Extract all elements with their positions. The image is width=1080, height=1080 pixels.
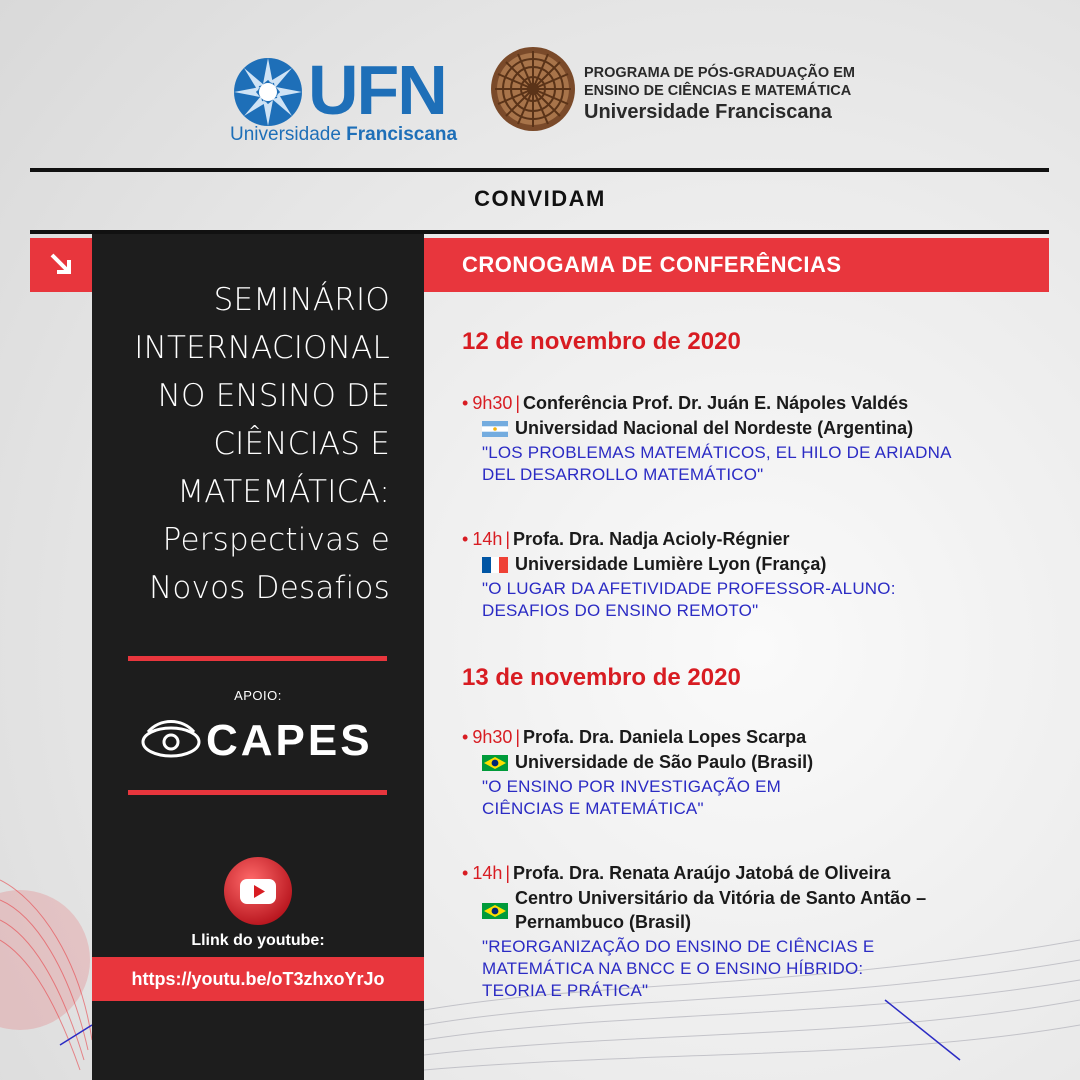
capes-logo	[140, 714, 380, 768]
talk-item: • 9h30 | Profa. Dra. Daniela Lopes Scarpa Universidade de São Paulo (Brasil) "O ENSINO POR INVESTIGAÇÃO EM CIÊNCIAS E MATEMÁTICA"	[462, 724, 1022, 820]
talk-item: • 14h | Profa. Dra. Nadja Acioly-Régnier Universidade Lumière Lyon (França) "O LUGAR DA AFETIVIDADE PROFESSOR-ALUNO: DESAFIOS DO ENSINO REMOTO"	[462, 526, 1022, 622]
talk-title: "LOS PROBLEMAS MATEMÁTICOS, EL HILO DE ARIADNA DEL DESARROLLO MATEMÁTICO"	[482, 443, 952, 484]
talk-time: 9h30	[472, 727, 513, 747]
youtube-link[interactable]: https://youtu.be/oT3zhxoYrJo	[92, 957, 424, 1001]
talk-speaker: Profa. Dra. Renata Araújo Jatobá de Oliveira	[513, 863, 891, 883]
brazil-flag-icon	[482, 903, 508, 919]
youtube-play-icon[interactable]	[222, 855, 294, 927]
talk-speaker: Profa. Dra. Nadja Acioly-Régnier	[513, 529, 790, 549]
program-name: PROGRAMA DE PÓS-GRADUAÇÃO EM ENSINO DE CIÊNCIAS E MATEMÁTICA Universidade Franciscana	[584, 65, 855, 123]
support-divider-top	[128, 656, 387, 661]
top-divider	[30, 168, 1049, 172]
talk-item: • 14h | Profa. Dra. Renata Araújo Jatobá de Oliveira Centro Universitário da Vitória de Santo Antão – Pernambuco (Brasil) "REORGANIZAÇÃO DO ENSINO DE CIÊNCIAS E MATEMÁTICA NA BNCC E O ENSINO HÍBRIDO: TEORIA E PRÁTICA"	[462, 860, 1022, 1002]
seminar-title-line: INTERNACIONAL	[134, 330, 390, 366]
support-divider-bottom	[128, 790, 387, 795]
day-heading: 12 de novembro de 2020	[462, 328, 741, 355]
talk-institution: Universidade Lumière Lyon (França)	[515, 554, 827, 574]
schedule-heading: CRONOGAMA DE CONFERÊNCIAS	[424, 238, 1049, 292]
capes-eye-icon	[140, 714, 202, 766]
talk-time: 14h	[472, 863, 503, 883]
day-heading: 13 de novembro de 2020	[462, 664, 741, 691]
bullet: •	[462, 727, 469, 747]
seminar-title-line: Novos Desafios	[148, 570, 390, 606]
bullet: •	[462, 863, 469, 883]
talk-time: 9h30	[472, 393, 513, 413]
ufn-acronym: UFN	[308, 51, 446, 129]
talk-title: "O LUGAR DA AFETIVIDADE PROFESSOR-ALUNO: DESAFIOS DO ENSINO REMOTO"	[482, 579, 896, 620]
ufn-star-icon	[228, 52, 308, 132]
seminar-title-line: NO ENSINO DE	[157, 378, 390, 414]
capes-wordmark: CAPES	[206, 716, 373, 765]
seminar-title-line: SEMINÁRIO	[213, 282, 390, 318]
seminar-title-line: MATEMÁTICA:	[177, 474, 390, 510]
arrow-down-right-icon	[49, 252, 73, 276]
seminar-title-line: Perspectivas e	[162, 522, 390, 558]
program-logo	[490, 46, 870, 146]
talk-institution: Centro Universitário da Vitória de Santo Antão – Pernambuco (Brasil)	[515, 888, 927, 932]
seminar-title	[100, 276, 390, 612]
talk-institution: Universidad Nacional del Nordeste (Argentina)	[515, 418, 914, 438]
talk-speaker: Conferência Prof. Dr. Juán E. Nápoles Valdés	[523, 393, 909, 413]
bullet: •	[462, 529, 469, 549]
arrow-badge	[30, 238, 92, 292]
seminar-title-line: CIÊNCIAS E	[213, 426, 390, 462]
talk-title: "REORGANIZAÇÃO DO ENSINO DE CIÊNCIAS E MATEMÁTICA NA BNCC E O ENSINO HÍBRIDO: TEORIA E PRÁTICA"	[482, 937, 875, 1000]
talk-institution: Universidade de São Paulo (Brasil)	[515, 752, 814, 772]
talk-title: "O ENSINO POR INVESTIGAÇÃO EM CIÊNCIAS E MATEMÁTICA"	[482, 777, 781, 818]
invite-heading: CONVIDAM	[474, 186, 606, 211]
talk-item: • 9h30 | Conferência Prof. Dr. Juán E. Nápoles Valdés Universidad Nacional del Nordeste (Argentina) "LOS PROBLEMAS MATEMÁTICOS, EL HILO DE ARIADNA DEL DESARROLLO MATEMÁTICO"	[462, 390, 1022, 486]
argentina-flag-icon	[482, 421, 508, 437]
youtube-label: Llink do youtube:	[191, 932, 325, 949]
france-flag-icon	[482, 557, 508, 573]
talk-speaker: Profa. Dra. Daniela Lopes Scarpa	[523, 727, 807, 747]
brazil-flag-icon	[482, 755, 508, 771]
ufn-subtitle: Universidade Franciscana	[230, 124, 458, 145]
ufn-logo	[228, 48, 458, 148]
talk-time: 14h	[472, 529, 503, 549]
rose-window-icon	[490, 46, 576, 132]
support-label: APOIO:	[234, 688, 282, 703]
bullet: •	[462, 393, 469, 413]
